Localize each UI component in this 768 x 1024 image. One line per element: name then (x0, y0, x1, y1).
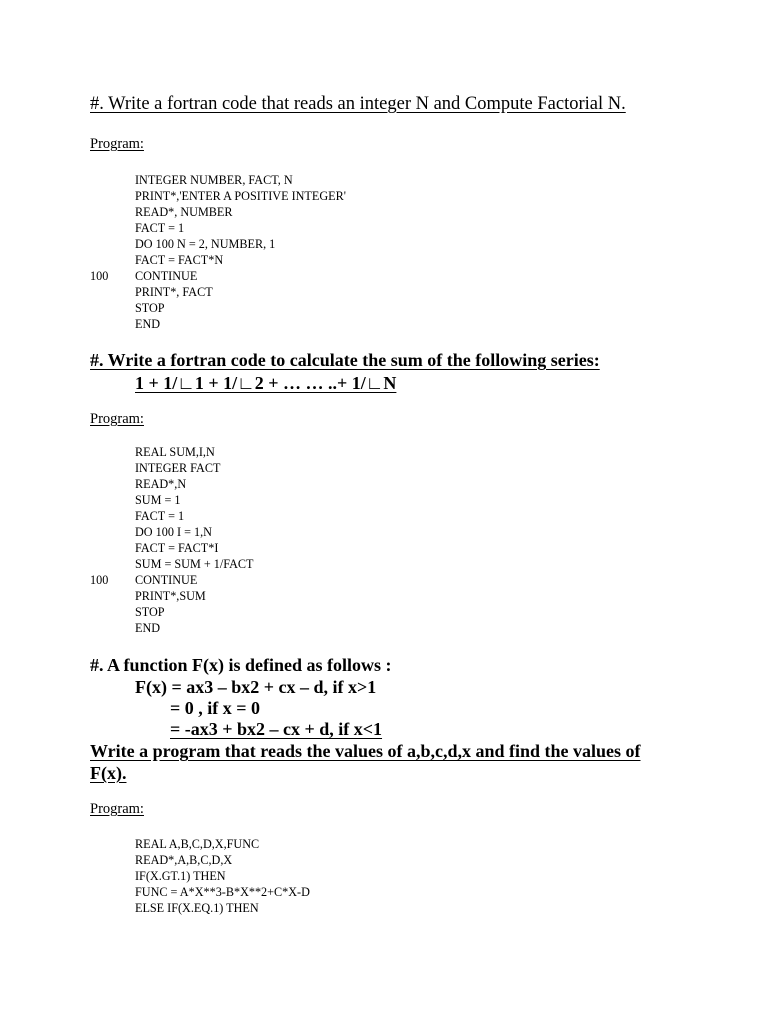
code-statement: END (135, 621, 161, 635)
code-statement: FACT = 1 (135, 509, 185, 523)
code-line (90, 836, 310, 852)
code-block-1 (90, 172, 346, 332)
code-line (90, 604, 254, 620)
code-line (90, 316, 346, 332)
program-label-2: Program: (90, 411, 144, 427)
code-line (90, 588, 254, 604)
code-line (90, 204, 346, 220)
code-statement: CONTINUE (135, 269, 198, 283)
code-block-2 (90, 444, 254, 636)
function-definition-line-2: = 0 , if x = 0 (170, 698, 261, 718)
code-statement: REAL SUM,I,N (135, 445, 215, 459)
code-line (90, 268, 346, 284)
code-line (90, 460, 254, 476)
code-statement: FACT = 1 (135, 221, 185, 235)
code-line (90, 508, 254, 524)
question-3-heading: #. A function F(x) is defined as follows : (90, 655, 392, 675)
code-statement: REAL A,B,C,D,X,FUNC (135, 837, 260, 851)
code-statement: PRINT*, FACT (135, 285, 213, 299)
code-statement: FACT = FACT*N (135, 253, 224, 267)
code-statement: DO 100 I = 1,N (135, 525, 212, 539)
code-line (90, 492, 254, 508)
code-statement: FACT = FACT*I (135, 541, 219, 555)
code-line (90, 444, 254, 460)
statement-label: 100 (90, 573, 109, 587)
code-statement: READ*,N (135, 477, 187, 491)
code-line (90, 476, 254, 492)
code-line (90, 524, 254, 540)
code-statement: SUM = SUM + 1/FACT (135, 557, 254, 571)
code-statement: IF(X.GT.1) THEN (135, 869, 226, 883)
code-statement: END (135, 317, 161, 331)
program-label-1: Program: (90, 136, 144, 152)
code-line (90, 868, 310, 884)
function-definition-line-3: = -ax3 + bx2 – cx + d, if x<1 (170, 719, 383, 739)
question-1-heading: #. Write a fortran code that reads an integer N and Compute Factorial N. (90, 94, 626, 114)
code-line (90, 884, 310, 900)
code-line (90, 252, 346, 268)
code-line (90, 572, 254, 588)
code-line (90, 540, 254, 556)
code-statement: PRINT*,SUM (135, 589, 206, 603)
code-line (90, 284, 346, 300)
code-line (90, 852, 310, 868)
code-statement: CONTINUE (135, 573, 198, 587)
statement-label: 100 (90, 269, 109, 283)
code-line (90, 556, 254, 572)
code-statement: READ*, NUMBER (135, 205, 233, 219)
code-block-3 (90, 836, 310, 916)
code-statement: FUNC = A*X**3-B*X**2+C*X-D (135, 885, 310, 899)
code-line (90, 172, 346, 188)
code-statement: STOP (135, 605, 165, 619)
code-line (90, 236, 346, 252)
code-statement: INTEGER NUMBER, FACT, N (135, 173, 293, 187)
code-line (90, 900, 310, 916)
code-line (90, 620, 254, 636)
code-statement: PRINT*,'ENTER A POSITIVE INTEGER' (135, 189, 346, 203)
function-definition-line-1: F(x) = ax3 – bx2 + cx – d, if x>1 (135, 677, 377, 697)
code-statement: STOP (135, 301, 165, 315)
series-formula: 1 + 1/∟1 + 1/∟2 + … … ..+ 1/∟N (135, 373, 397, 393)
task-description-line-1: Write a program that reads the values of a,b,c,d,x and find the values of (90, 741, 641, 761)
question-2-heading: #. Write a fortran code to calculate the sum of the following series: (90, 350, 600, 370)
code-statement: SUM = 1 (135, 493, 181, 507)
program-label-3: Program: (90, 801, 144, 817)
code-statement: READ*,A,B,C,D,X (135, 853, 233, 867)
code-line (90, 300, 346, 316)
code-statement: INTEGER FACT (135, 461, 221, 475)
task-description-line-2: F(x). (90, 763, 127, 783)
code-statement: ELSE IF(X.EQ.1) THEN (135, 901, 259, 915)
code-line (90, 220, 346, 236)
code-statement: DO 100 N = 2, NUMBER, 1 (135, 237, 276, 251)
code-line (90, 188, 346, 204)
